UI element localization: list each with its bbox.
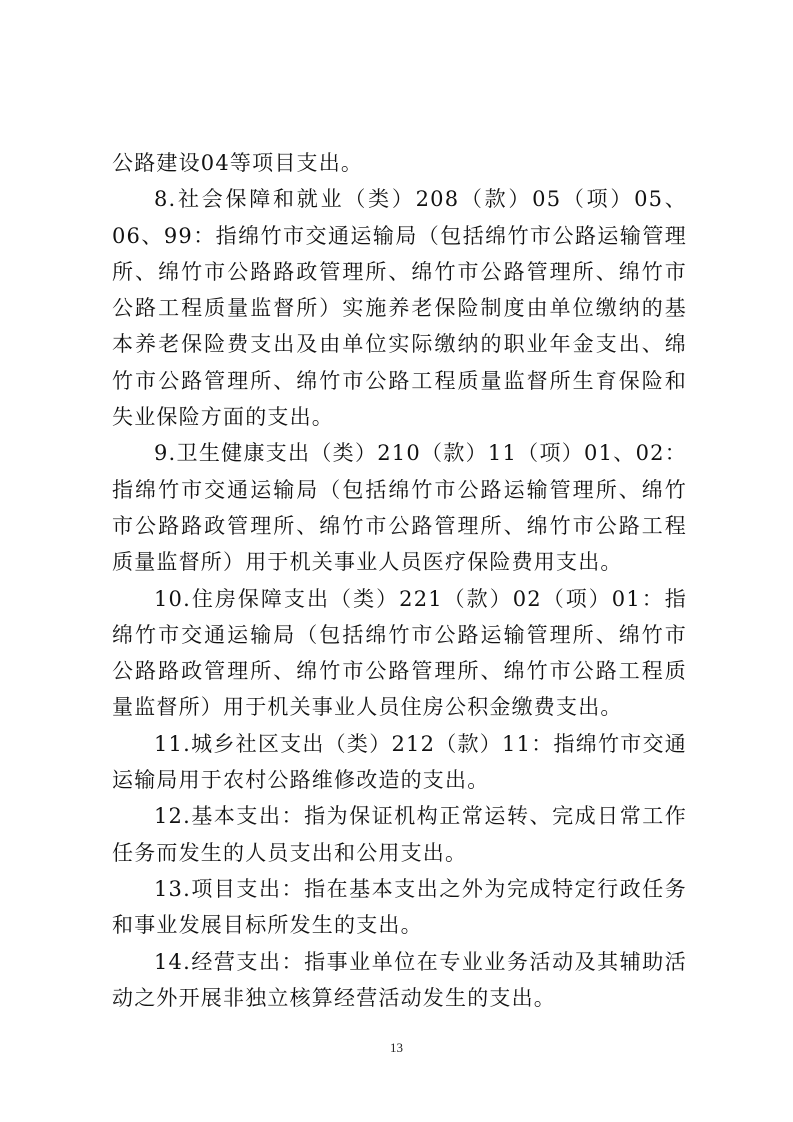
paragraph-item-11: 11.城乡社区支出（类）212（款）11：指绵竹市交通运输局用于农村公路维修改造的支出。: [112, 731, 687, 793]
paragraph-continuation: 公路建设04等项目支出。: [112, 151, 364, 175]
paragraph-item-8: 8.社会保障和就业（类）208（款）05（项）05、06、99：指绵竹市交通运输局（包括绵竹市公路运输管理所、绵竹市公路路政管理所、绵竹市公路管理所、绵竹市公路工程质量监督所）实施养老保险制度由单位缴纳的基本养老保险费支出及由单位实际缴纳的职业年金支出、绵竹市公路管理所、绵竹市公路工程质量监督所生育保险和失业保险方面的支出。: [112, 187, 687, 430]
document-body: [112, 145, 687, 1016]
paragraph-item-13: 13.项目支出：指在基本支出之外为完成特定行政任务和事业发展目标所发生的支出。: [112, 876, 687, 938]
paragraph-item-9: 9.卫生健康支出（类）210（款）11（项）01、02：指绵竹市交通运输局（包括绵竹市公路运输管理所、绵竹市公路路政管理所、绵竹市公路管理所、绵竹市公路工程质量监督所）用于机关事业人员医疗保险费用支出。: [112, 441, 687, 575]
paragraph-item-10: 10.住房保障支出（类）221（款）02（项）01：指绵竹市交通运输局（包括绵竹市公路运输管理所、绵竹市公路路政管理所、绵竹市公路管理所、绵竹市公路工程质量监督所）用于机关事业人员住房公积金缴费支出。: [112, 586, 687, 720]
paragraph-item-12: 12.基本支出：指为保证机构正常运转、完成日常工作任务而发生的人员支出和公用支出。: [112, 804, 687, 865]
page-number: 13: [390, 1040, 403, 1055]
paragraph-item-14: 14.经营支出：指事业单位在专业业务活动及其辅助活动之外开展非独立核算经营活动发生的支出。: [112, 949, 687, 1010]
